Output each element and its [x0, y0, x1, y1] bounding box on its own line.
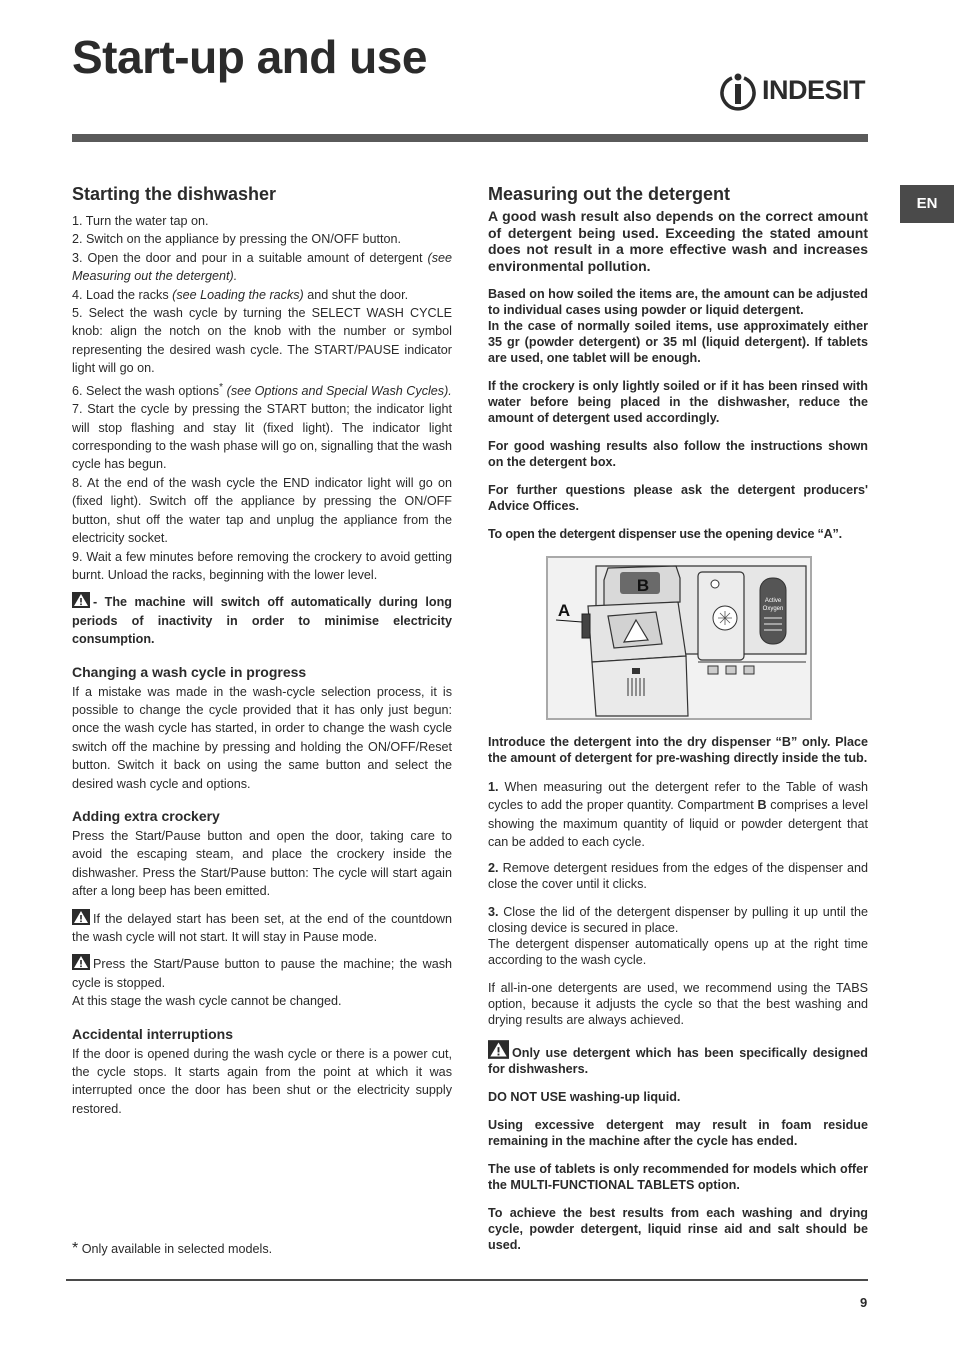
detergent-warning: Only use detergent which has been specifically designed for dishwashers. [488, 1040, 868, 1077]
warning-icon [488, 1040, 509, 1059]
active-text: Active [764, 598, 782, 604]
instruction-3-note: The detergent dispenser automatically opens up at the right time according to the wash cycle. [488, 936, 868, 967]
step-4: 4. Load the racks (see Loading the racks) and shut the door. [72, 287, 409, 302]
step-3: 3. Open the door and pour in a suitable amount of detergent (see Measuring out the detergent). [72, 250, 453, 284]
detergent-dispenser-diagram [546, 556, 812, 720]
page-title: Start-up and use [72, 31, 427, 83]
accidental-heading: Accidental interruptions [72, 1025, 234, 1042]
paragraph-no-washing-up-liquid: DO NOT USE washing-up liquid. [488, 1089, 681, 1104]
instruction-1: 1. When measuring out the detergent refer to the Table of wash cycles to add the proper quantity. Compartment B comprises a level showing the maximum quantity of liquid or powder detergent that can be added to each cycle. [488, 780, 869, 850]
measuring-heading: Measuring out the detergent [488, 184, 731, 204]
step-9: 9. Wait a few minutes before removing the crockery to avoid getting burnt. Unload the racks, beginning with the lower level. [72, 549, 452, 582]
changing-text: If a mistake was made in the wash-cycle selection process, it is possible to change the cycle provided that it has only just begun: once the wash cycle has started, in order to change the wash cycle switch off the machine by pressing and holding the ON/OFF/Reset button. Switch it back on using the same button and select the desired wash cycle and options. [72, 684, 452, 791]
brand-name: INDESIT [762, 75, 866, 105]
oxygen-text: Oxygen [762, 606, 784, 612]
paragraph-adjust: Based on how soiled the items are, the amount can be adjusted to individual cases using powder or liquid detergent. [488, 287, 868, 317]
dispenser-illustration [548, 558, 810, 718]
changing-heading: Changing a wash cycle in progress [72, 663, 307, 680]
accidental-text: If the door is opened during the wash cycle or there is a power cut, the cycle stops. It starts again from the point at which it was interrupted once the door has been shut or the electricity supply restored. [72, 1046, 452, 1116]
label-b: B [636, 576, 650, 595]
paragraph-tablets: The use of tablets is only recommended for models which offer the MULTI-FUNCTIONAL TABLETS option. [488, 1161, 868, 1192]
delayed-start-warning: If the delayed start has been set, at the end of the countdown the wash cycle will not start. It will stay in Pause mode. [72, 909, 452, 947]
lead-paragraph: A good wash result also depends on the correct amount of detergent being used. Exceeding the stated amount does not result in a more effective wash and increases environmental pollution. [488, 208, 868, 274]
paragraph-opening-device: To open the detergent dispenser use the opening device “A”. [488, 527, 842, 541]
paragraph-all-in-one: If all-in-one detergents are used, we recommend using the TABS option, because it adjusts the cycle so that the best washing and drying results are always achieved. [488, 980, 868, 1027]
paragraph-advice: For further questions please ask the detergent producers' Advice Offices. [488, 483, 868, 513]
adding-text: Press the Start/Pause button and open the door, taking care to avoid the escaping steam, and place the crockery inside the dishwasher. Press the Start/Pause button: The cycle will start again after a long beep has been emitted. [72, 828, 452, 899]
step-2: 2. Switch on the appliance by pressing the ON/OFF button. [72, 232, 402, 247]
auto-off-warning: - The machine will switch off automatically during long periods of inactivity in order to minimise electricity consumption. [72, 592, 452, 648]
warning-icon [72, 909, 90, 925]
page-number: 9 [860, 1295, 868, 1310]
left-column [72, 182, 452, 1118]
footer-divider [66, 1279, 868, 1281]
paragraph-normal-soil: In the case of normally soiled items, use approximately either 35 gr (powder detergent) or 35 ml (liquid detergent). If tablets are used, one tablet will be enough. [488, 319, 868, 365]
warning-icon [72, 592, 90, 608]
paragraph-dry-dispenser: Introduce the detergent into the dry dispenser “B” only. Place the amount of detergent for pre-washing directly inside the tub. [488, 735, 868, 765]
language-tab: EN [900, 185, 954, 223]
warning-icon [72, 954, 90, 970]
step-1: 1. Turn the water tap on. [72, 214, 209, 228]
paragraph-box-instructions: For good washing results also follow the instructions shown on the detergent box. [488, 439, 868, 469]
indesit-logo-icon [718, 70, 758, 114]
indesit-logo [718, 70, 870, 114]
paragraph-excess-foam: Using excessive detergent may result in foam residue remaining in the machine after the cycle has ended. [488, 1117, 868, 1148]
instruction-2: 2. Remove detergent residues from the edges of the dispenser and close the cover until it clicks. [488, 860, 869, 891]
starting-heading: Starting the dishwasher [72, 184, 277, 204]
pause-note: At this stage the wash cycle cannot be changed. [72, 994, 342, 1009]
footnote: * Only available in selected models. [72, 1240, 273, 1257]
paragraph-light-soil: If the crockery is only lightly soiled or if it has been rinsed with water before being placed in the dishwasher, reduce the amount of detergent used accordingly. [488, 379, 868, 425]
pause-warning: Press the Start/Pause button to pause the machine; the wash cycle is stopped. [72, 954, 452, 992]
step-8: 8. At the end of the wash cycle the END indicator light will go on (fixed light). Switch off the appliance by pressing the ON/OFF button, shut off the water tap and unplug the appliance from the electricity socket. [72, 475, 452, 546]
right-column [488, 182, 868, 1253]
label-a: A [557, 601, 571, 620]
header-divider [72, 134, 868, 142]
step-7: 7. Start the cycle by pressing the START button; the indicator light will stop flashing and stay lit (fixed light). The indicator light corresponding to the wash phase will go on, signalling that the wash cycle has begun. [72, 402, 452, 472]
paragraph-best-results: To achieve the best results from each washing and drying cycle, powder detergent, liquid rinse aid and salt should be used. [488, 1205, 868, 1252]
step-5: 5. Select the wash cycle by turning the SELECT WASH CYCLE knob: align the notch on the knob with the number or symbol representing the desired wash cycle. The START/PAUSE indicator light will go on. [72, 306, 452, 376]
instruction-3: 3. Close the lid of the detergent dispenser by pulling it up until the closing device is secured in place. [488, 904, 868, 935]
adding-heading: Adding extra crockery [72, 807, 220, 824]
step-6: 6. Select the wash options* (see Options and Special Wash Cycles). [72, 380, 452, 398]
